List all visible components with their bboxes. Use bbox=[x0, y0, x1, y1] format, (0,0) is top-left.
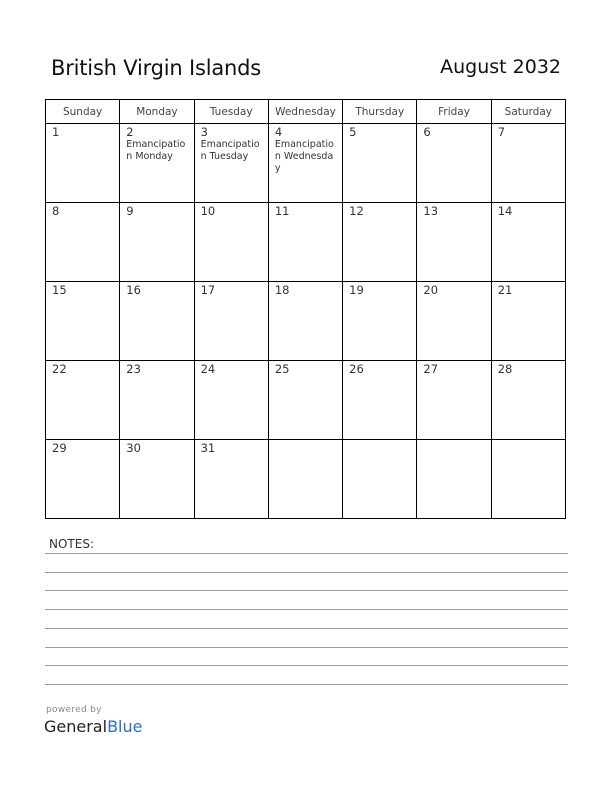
day-cell bbox=[46, 203, 120, 282]
day-number: 7 bbox=[497, 125, 506, 139]
week-row bbox=[46, 203, 566, 282]
day-number: 1 bbox=[52, 125, 60, 139]
day-cell bbox=[491, 124, 565, 203]
day-number: 20 bbox=[423, 283, 439, 297]
weekday-header: Thursday bbox=[343, 100, 417, 124]
weekday-header: Wednesday bbox=[268, 100, 342, 124]
day-cell bbox=[343, 361, 417, 440]
day-cell bbox=[491, 440, 565, 519]
day-cell bbox=[268, 124, 342, 203]
weekday-header: Saturday bbox=[491, 100, 565, 124]
week-row bbox=[46, 282, 566, 361]
calendar-grid bbox=[45, 99, 566, 519]
day-cell bbox=[417, 440, 491, 519]
day-number: 28 bbox=[497, 362, 513, 376]
day-cell bbox=[120, 124, 194, 203]
note-line bbox=[45, 628, 568, 629]
day-cell bbox=[417, 282, 491, 361]
day-cell bbox=[46, 440, 120, 519]
powered-by-text: powered by bbox=[46, 705, 102, 715]
day-cell bbox=[343, 124, 417, 203]
holiday-label: Emancipation Wednesday bbox=[274, 139, 334, 174]
day-cell bbox=[194, 361, 268, 440]
day-number: 31 bbox=[200, 441, 216, 455]
day-cell bbox=[120, 282, 194, 361]
day-cell bbox=[268, 361, 342, 440]
weekday-header: Monday bbox=[120, 100, 194, 124]
day-cell bbox=[343, 282, 417, 361]
day-number: 19 bbox=[349, 283, 364, 297]
day-number: 22 bbox=[52, 362, 67, 376]
weekday-header: Friday bbox=[417, 100, 491, 124]
week-row bbox=[46, 440, 566, 519]
day-cell bbox=[268, 440, 342, 519]
day-number: 23 bbox=[126, 362, 141, 376]
holiday-label: Emancipation Monday bbox=[126, 139, 186, 162]
day-number: 10 bbox=[200, 204, 216, 218]
day-number: 13 bbox=[423, 204, 439, 218]
day-number: 8 bbox=[52, 204, 60, 218]
day-number: 16 bbox=[126, 283, 141, 297]
country-title: British Virgin Islands bbox=[51, 56, 262, 80]
day-cell bbox=[46, 124, 120, 203]
day-number: 29 bbox=[52, 441, 67, 455]
brand-blue: Blue bbox=[107, 717, 143, 736]
day-cell bbox=[268, 282, 342, 361]
day-number: 12 bbox=[349, 204, 364, 218]
note-line bbox=[45, 647, 568, 648]
day-number: 18 bbox=[274, 283, 290, 297]
day-number: 30 bbox=[126, 441, 141, 455]
weekday-header: Tuesday bbox=[194, 100, 268, 124]
day-number: 6 bbox=[423, 125, 431, 139]
note-line bbox=[45, 553, 568, 554]
day-number: 17 bbox=[200, 283, 216, 297]
weekday-header: Sunday bbox=[46, 100, 120, 124]
week-row bbox=[46, 361, 566, 440]
day-number: 14 bbox=[497, 204, 513, 218]
day-cell bbox=[46, 361, 120, 440]
day-number: 5 bbox=[349, 125, 357, 139]
day-number: 9 bbox=[126, 204, 134, 218]
day-cell bbox=[120, 440, 194, 519]
note-line bbox=[45, 609, 568, 610]
note-line bbox=[45, 665, 568, 666]
note-line bbox=[45, 590, 568, 591]
day-number: 27 bbox=[423, 362, 439, 376]
day-cell bbox=[343, 203, 417, 282]
week-row bbox=[46, 124, 566, 203]
notes-label: NOTES: bbox=[49, 537, 94, 551]
weekday-header-row bbox=[46, 100, 566, 124]
generalblue-logo bbox=[44, 717, 142, 736]
day-number: 2 bbox=[126, 125, 134, 139]
note-line bbox=[45, 572, 568, 573]
day-cell bbox=[194, 203, 268, 282]
day-number: 4 bbox=[274, 125, 283, 139]
day-cell bbox=[120, 203, 194, 282]
brand-general: General bbox=[44, 717, 108, 736]
day-cell bbox=[491, 203, 565, 282]
day-number: 11 bbox=[274, 204, 290, 218]
day-number: 21 bbox=[497, 283, 513, 297]
day-number: 24 bbox=[200, 362, 216, 376]
day-cell bbox=[343, 440, 417, 519]
day-cell bbox=[491, 361, 565, 440]
day-cell bbox=[417, 203, 491, 282]
day-number: 26 bbox=[349, 362, 364, 376]
day-cell bbox=[120, 361, 194, 440]
day-number: 25 bbox=[274, 362, 290, 376]
day-number: 15 bbox=[52, 283, 67, 297]
month-year-title: August 2032 bbox=[440, 56, 561, 78]
day-cell bbox=[194, 440, 268, 519]
day-cell bbox=[417, 124, 491, 203]
day-cell bbox=[194, 124, 268, 203]
holiday-label: Emancipation Tuesday bbox=[200, 139, 260, 162]
day-cell bbox=[194, 282, 268, 361]
day-cell bbox=[491, 282, 565, 361]
day-cell bbox=[46, 282, 120, 361]
day-cell bbox=[268, 203, 342, 282]
day-number: 3 bbox=[200, 125, 208, 139]
day-cell bbox=[417, 361, 491, 440]
note-line bbox=[45, 684, 568, 685]
